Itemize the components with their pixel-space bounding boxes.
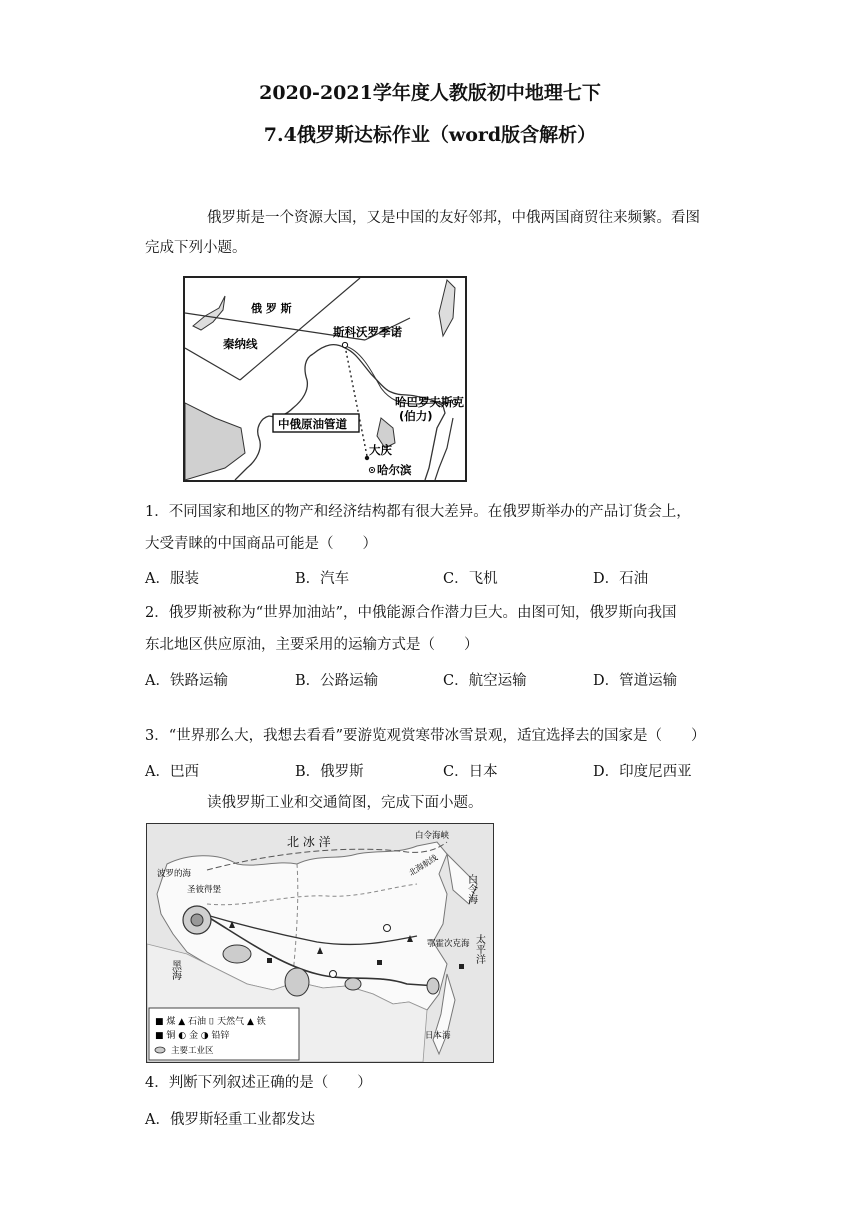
question-2-line-2: 东北地区供应原油，主要采用的运输方式是（ ） [145, 637, 479, 653]
label-pacific-ocean: 太平洋 [473, 934, 485, 964]
question-1-line-1: 1．不同国家和地区的物产和经济结构都有很大差异。在俄罗斯举办的产品订货会上， [145, 504, 691, 520]
document-title-line1: 2020-2021学年度人教版初中地理七下 [259, 82, 601, 104]
map-russia-industry-transport [146, 823, 494, 1063]
question-2-options [145, 669, 745, 693]
legend-line-1: ■ 煤 ▲ 石油 ⌷ 天然气 ▲ 铁 [155, 1017, 266, 1027]
map-1-drawing [185, 278, 465, 480]
label-boli: (伯力) [399, 409, 433, 423]
question-4-option-a[interactable]: A．俄罗斯轻重工业都发达 [145, 1112, 315, 1128]
question-2 [145, 597, 725, 661]
intro-line-1: 俄罗斯是一个资源大国，又是中国的友好邻邦，中俄两国商贸往来频繁。看图 [207, 210, 700, 226]
legend-line-3: 主要工业区 [171, 1046, 214, 1056]
label-russia: 俄 罗 斯 [251, 302, 292, 315]
intro-2-line: 读俄罗斯工业和交通简图，完成下面小题。 [207, 795, 483, 811]
question-3-options [145, 760, 745, 784]
map-china-russia-pipeline [183, 276, 467, 482]
question-1-option-d[interactable]: D．石油 [593, 571, 649, 587]
question-3-option-a[interactable]: A．巴西 [145, 764, 199, 780]
question-1-option-c[interactable]: C．飞机 [443, 571, 498, 587]
label-khabarovsk: 哈巴罗夫斯克 [395, 395, 464, 409]
label-skovorodino: 斯科沃罗季诺 [333, 325, 402, 339]
question-2-line-1: 2．俄罗斯被称为“世界加油站”，中俄能源合作潜力巨大。由图可知，俄罗斯向我国 [145, 605, 677, 621]
label-daqing: 大庆 [369, 443, 392, 457]
label-black-sea: 黑海 [169, 960, 181, 980]
label-arctic-ocean: 北 冰 洋 [287, 835, 331, 849]
label-japan-sea: 日本海 [425, 1031, 451, 1041]
question-1-option-b[interactable]: B．汽车 [295, 571, 350, 587]
question-1-option-a[interactable]: A．服装 [145, 571, 199, 587]
question-4-options [145, 1108, 745, 1132]
question-3-line-1: 3．“世界那么大，我想去看看”要游览观赏寒带冰雪景观，适宜选择去的国家是（ ） [145, 728, 706, 744]
question-4 [145, 1067, 725, 1099]
map-2-drawing [147, 824, 493, 1062]
question-2-option-c[interactable]: C．航空运输 [443, 673, 527, 689]
intro-paragraph-1 [145, 203, 725, 263]
question-3 [145, 720, 725, 752]
question-2-option-d[interactable]: D．管道运输 [593, 673, 678, 689]
question-3-option-c[interactable]: C．日本 [443, 764, 498, 780]
question-1-options [145, 567, 745, 591]
question-2-option-b[interactable]: B．公路运输 [295, 673, 379, 689]
question-1-line-2: 大受青睐的中国商品可能是（ ） [145, 536, 377, 552]
legend-line-2: ■ 铜 ◐ 金 ◑ 铅锌 [155, 1031, 230, 1041]
label-okhotsk-sea: 鄂霍次克海 [427, 939, 470, 949]
label-st-petersburg: 圣彼得堡 [187, 885, 222, 895]
question-1 [145, 496, 725, 560]
label-qinling: 秦纳线 [223, 337, 258, 351]
intro-line-2: 完成下列小题。 [145, 240, 247, 256]
question-3-option-d[interactable]: D．印度尼西亚 [593, 764, 692, 780]
label-bering-strait: 白令海峡 [415, 831, 450, 841]
question-3-option-b[interactable]: B．俄罗斯 [295, 764, 364, 780]
label-northern-sea-route: 北海航线 [407, 853, 440, 878]
intro-paragraph-2 [145, 788, 725, 818]
label-pipeline: 中俄原油管道 [278, 417, 347, 431]
label-baltic-sea: 波罗的海 [157, 869, 192, 879]
label-bering-sea: 白令海 [465, 874, 477, 904]
question-2-option-a[interactable]: A．铁路运输 [145, 673, 228, 689]
label-harbin: 哈尔滨 [377, 463, 412, 477]
question-4-line-1: 4．判断下列叙述正确的是（ ） [145, 1075, 372, 1091]
document-title-line2: 7.4俄罗斯达标作业（word版含解析） [263, 124, 597, 146]
